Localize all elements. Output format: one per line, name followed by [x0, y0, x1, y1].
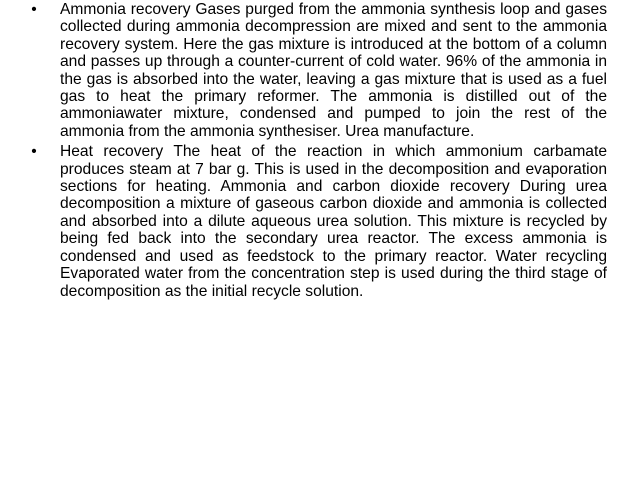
bullet-item-ammonia-recovery — [27, 1, 607, 140]
bullet-item-heat-recovery — [27, 143, 607, 300]
bullet-dot-icon: • — [31, 143, 37, 161]
bullet-dot-icon: • — [31, 1, 37, 18]
bullet-text: Ammonia recovery Gases purged from the ammonia synthesis loop and gases collected during ammonia decompression are mixed and sent to the ammonia recovery system. Here the gas mixture is introduced at the bottom of a column and passes up through a counter-current of cold water. 96% of the ammonia in the gas is absorbed into the water, leaving a gas mixture that is used as a fuel gas to heat the primary reformer. The ammonia is distilled out of the ammoniawater mixture, condensed and pumped to join the rest of the ammonia from the ammonia synthesiser. Urea manufacture. — [60, 1, 607, 140]
bullet-list — [27, 1, 607, 303]
bullet-text: Heat recovery The heat of the reaction in which ammonium carbamate produces steam at 7 bar g. This is used in the decomposition and evaporation sections for heating. Ammonia and carbon dioxide recovery During urea decomposition a mixture of gaseous carbon dioxide and ammonia is collected and absorbed into a dilute aqueous urea solution. This mixture is recycled by being fed back into the secondary urea reactor. The excess ammonia is condensed and used as feedstock to the primary reactor. Water recycling Evaporated water from the concentration step is used during the third stage of decomposition as the initial recycle solution. — [60, 143, 607, 300]
